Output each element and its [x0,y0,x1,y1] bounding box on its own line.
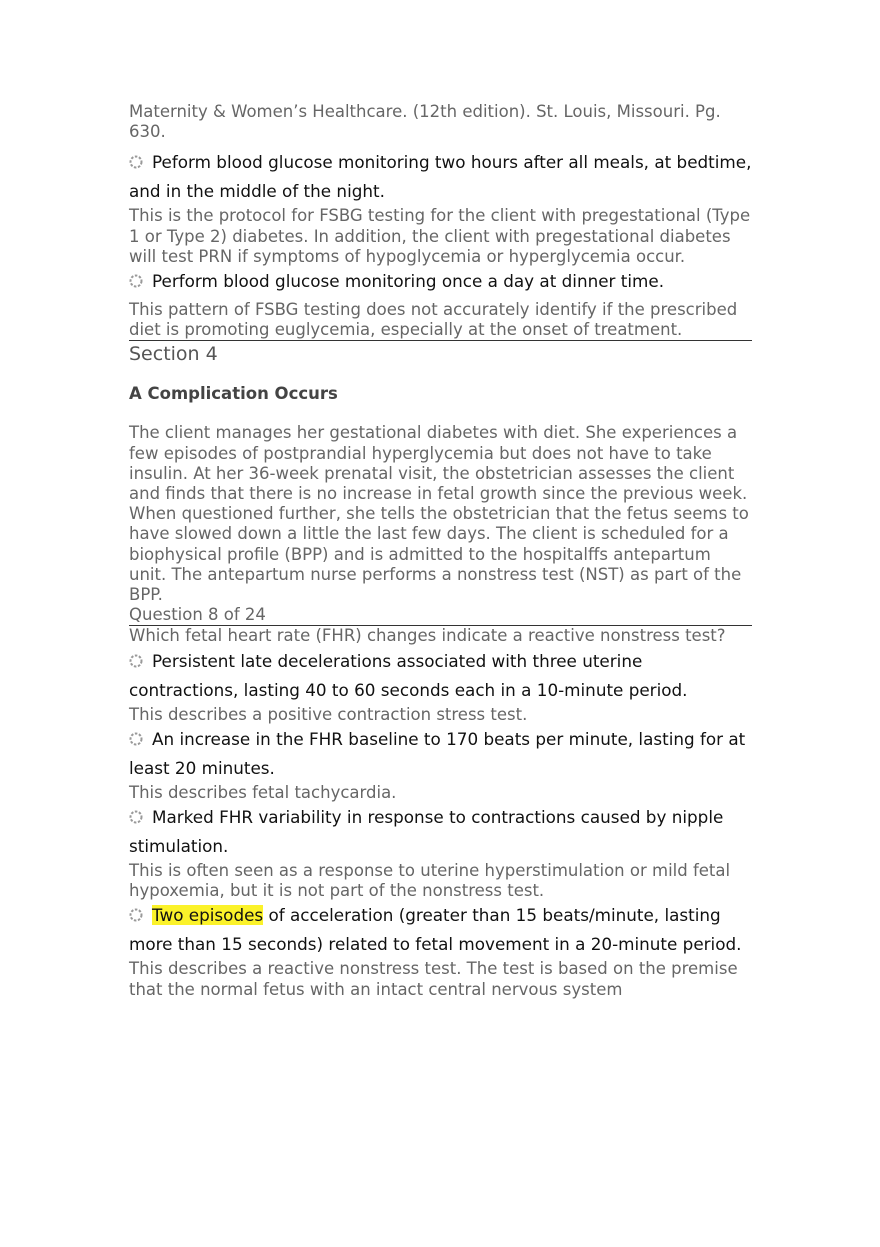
option-rationale: This describes a positive contraction stress test. [129,704,528,724]
radio-spinner-icon[interactable] [129,810,143,824]
scenario-text: The client manages her gestational diabetes with diet. She experiences a few episodes of postprandial hyperglycemia but does not have to take insulin. At her 36-week prenatal visit, the obstetrician assesses the client and finds that there is no increase in fetal growth since the previous week. When questioned further, she tells the obstetrician that the fetus seems to have slowed down a little the last few days. The client is scheduled for a biophysical profile (BPP) and is admitted to the hospitalffs antepartum unit. The antepartum nurse performs a nonstress test (NST) as part of the BPP. [129,423,749,605]
divider [129,340,752,341]
answer-option[interactable] [129,267,752,296]
answer-option[interactable] [129,901,752,959]
option-rationale: This is often seen as a response to uterine hyperstimulation or mild fetal hypoxemia, but it is not part of the nonstress test. [129,861,731,901]
question-label: Question 8 of 24 [129,605,752,626]
question-prompt: Which fetal heart rate (FHR) changes indicate a reactive nonstress test? [129,626,726,646]
option-rationale: This describes a reactive nonstress test. The test is based on the premise that the normal fetus with an intact central nervous system [129,959,738,999]
answer-option[interactable] [129,803,752,861]
radio-spinner-icon[interactable] [129,274,143,288]
radio-spinner-icon[interactable] [129,908,143,922]
citation-text: Maternity & Women’s Healthcare. (12th edition). St. Louis, Missouri. Pg. 630. [129,102,721,142]
radio-spinner-icon[interactable] [129,654,143,668]
option-text: Marked FHR variability in response to contractions caused by nipple stimulation. [129,807,724,857]
section-label: Section 4 [129,343,218,366]
radio-spinner-icon[interactable] [129,155,143,169]
answer-option[interactable] [129,148,752,206]
answer-option[interactable] [129,647,752,705]
radio-spinner-icon[interactable] [129,732,143,746]
option-text: Perform blood glucose monitoring once a day at dinner time. [152,271,665,292]
option-text: of acceleration (greater than 15 beats/minute, lasting more than 15 seconds) related to fetal movement in a 20-minute period. [129,905,742,955]
option-rationale: This describes fetal tachycardia. [129,782,397,802]
option-text: Persistent late decelerations associated with three uterine contractions, lasting 40 to 60 seconds each in a 10-minute period. [129,650,688,700]
option-text: Peform blood glucose monitoring two hours after all meals, at bedtime, and in the middle of the night. [129,152,752,202]
option-text: An increase in the FHR baseline to 170 beats per minute, lasting for at least 20 minutes. [129,728,746,778]
highlighted-text: Two episodes [152,905,264,926]
answer-option[interactable] [129,725,752,783]
option-rationale: This pattern of FSBG testing does not accurately identify if the prescribed diet is promoting euglycemia, especially at the onset of treatment. [129,300,738,340]
document-page [129,102,752,1000]
section-heading: A Complication Occurs [129,384,338,404]
option-rationale: This is the protocol for FSBG testing for the client with pregestational (Type 1 or Type 2) diabetes. In addition, the client with pregestational diabetes will test PRN if symptoms of hypoglycemia or hyperglycemia occur. [129,206,751,266]
